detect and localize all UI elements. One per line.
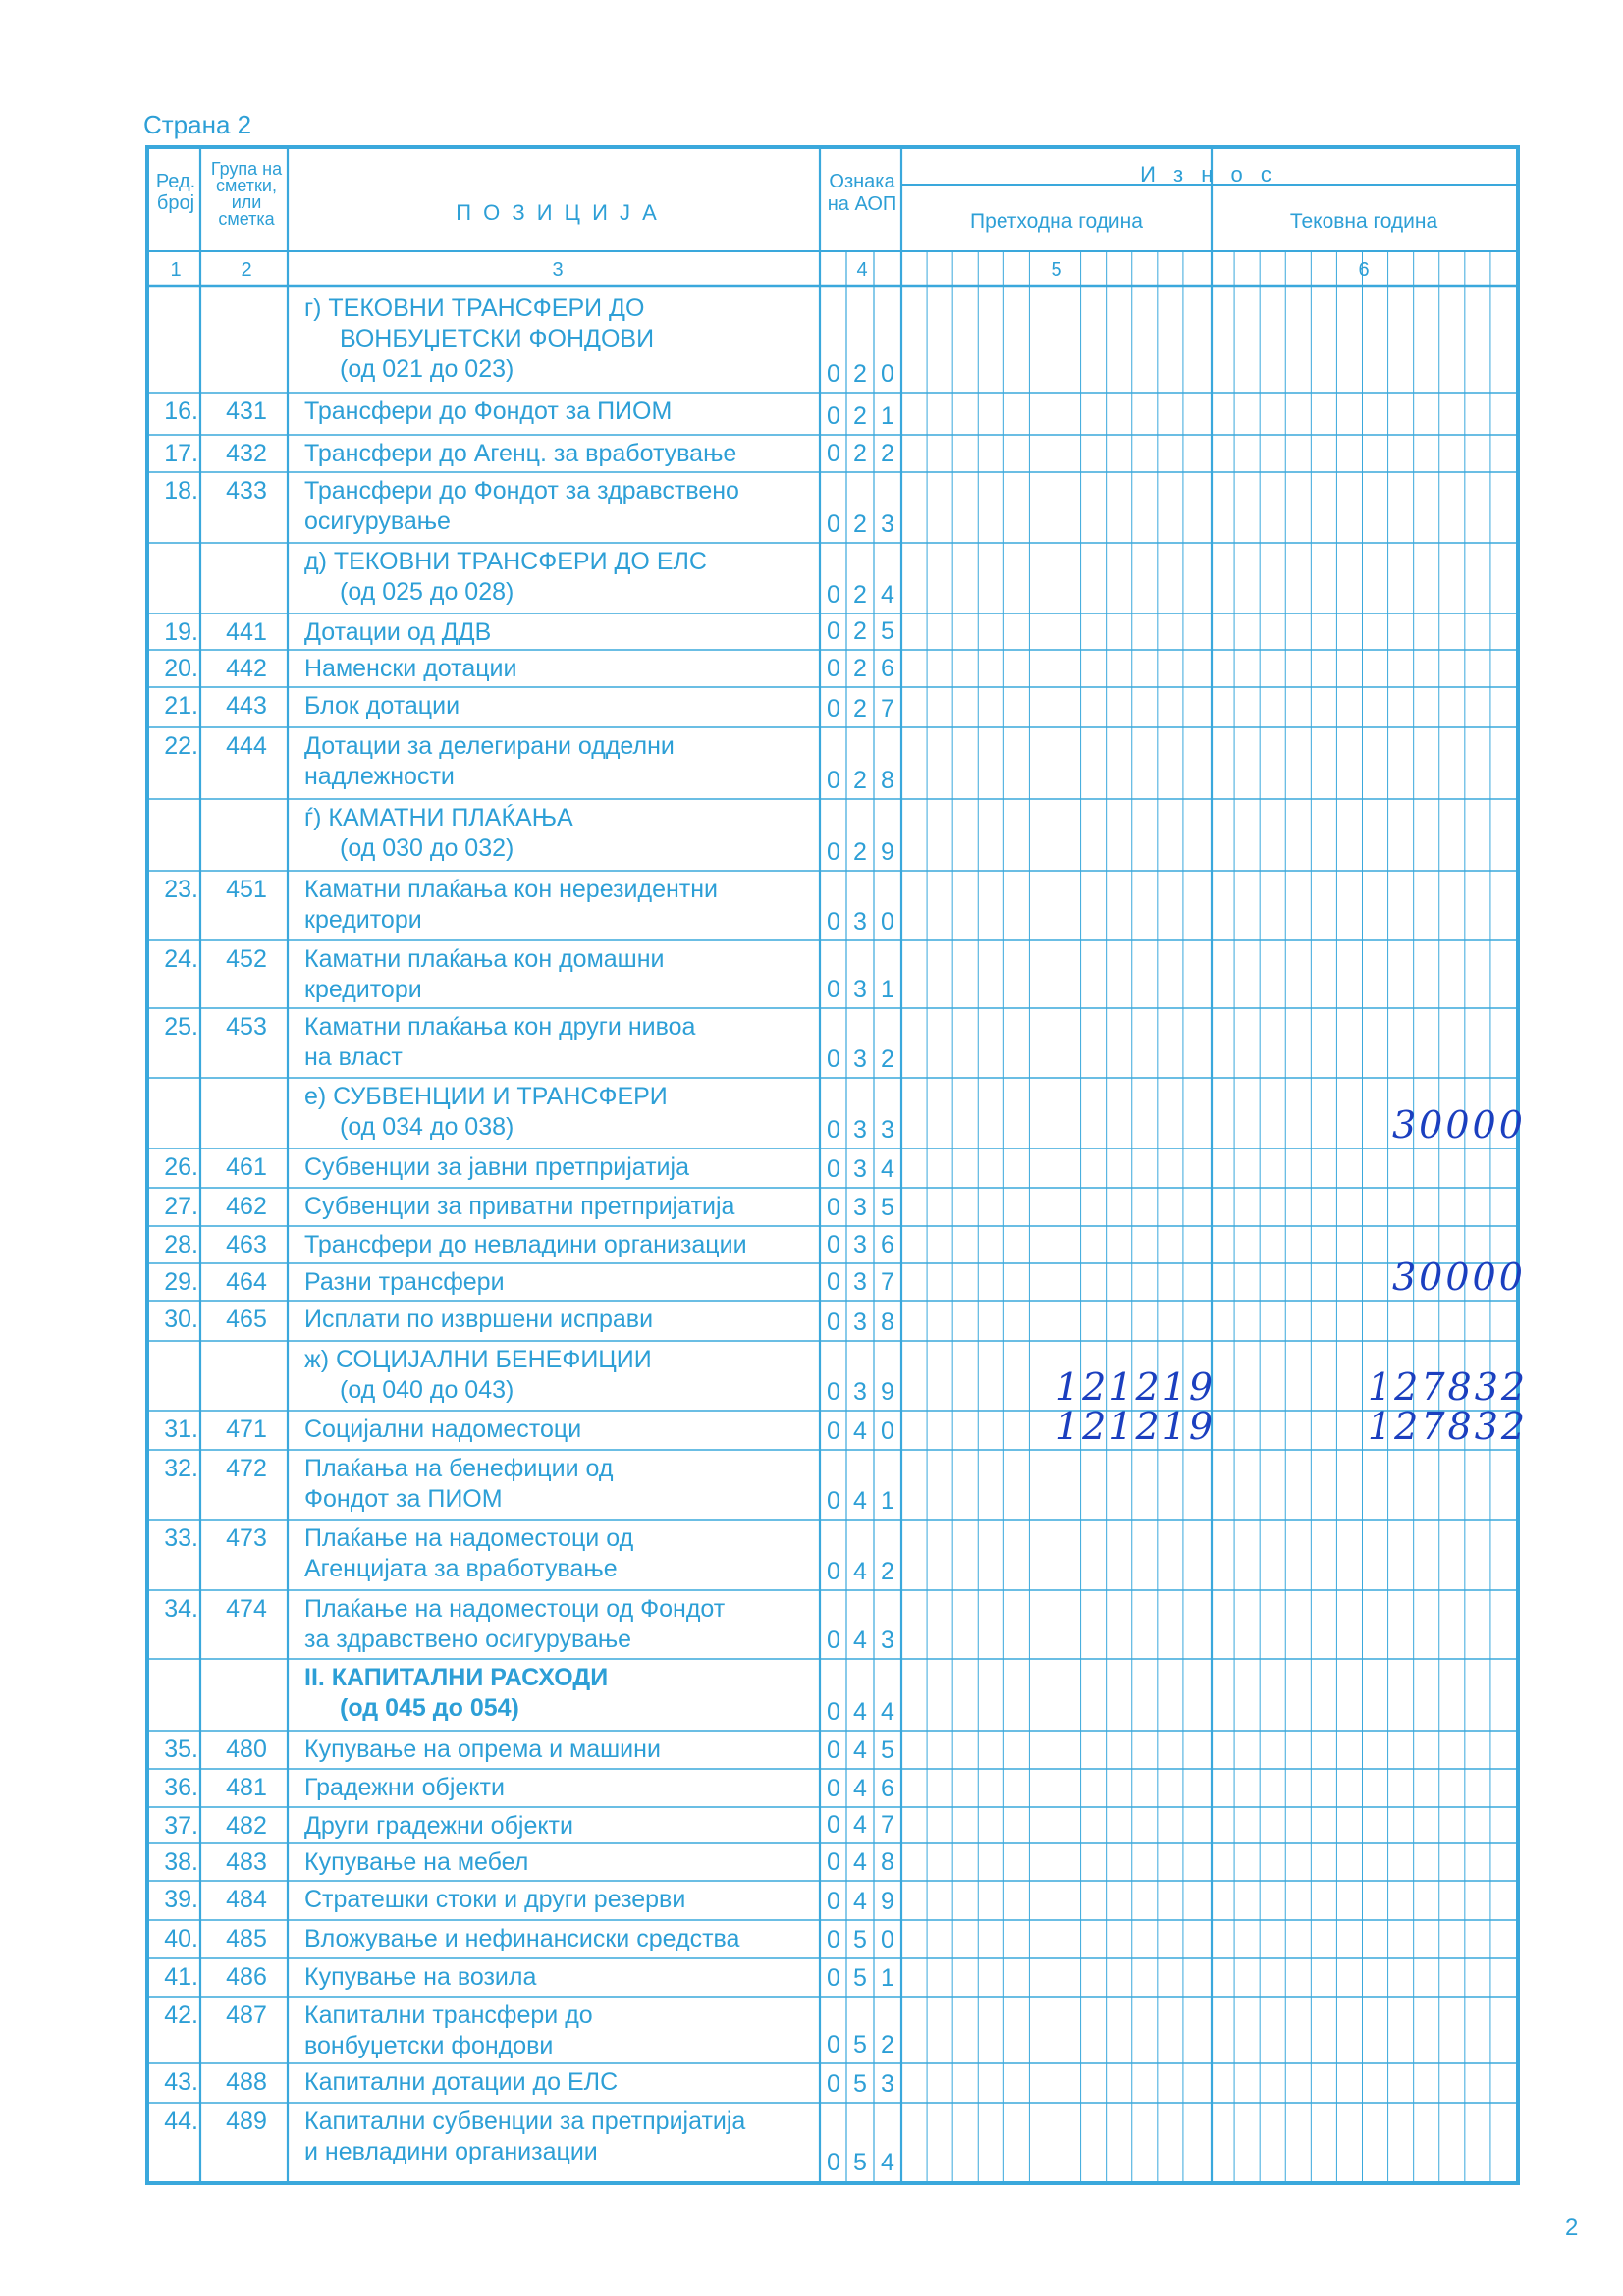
- row-label-line2: (од 040 до 043): [340, 1376, 514, 1404]
- aop-digit: 0: [827, 838, 840, 866]
- form-table: [145, 145, 1529, 2185]
- row-number: 26.: [164, 1153, 198, 1181]
- row-number: 34.: [164, 1595, 198, 1623]
- aop-digit: 3: [881, 1116, 894, 1144]
- aop-digit: 0: [827, 1308, 840, 1336]
- aop-digit: 5: [853, 1926, 867, 1953]
- aop-digit: 3: [881, 1627, 894, 1654]
- aop-digit: 1: [881, 1487, 894, 1515]
- header-red-broj: Ред. број: [155, 171, 196, 214]
- aop-digit: 2: [853, 510, 867, 538]
- aop-digit: 0: [827, 1775, 840, 1802]
- aop-digit: 4: [881, 581, 894, 609]
- row-label: Стратешки стоки и други резерви: [304, 1886, 686, 1913]
- aop-digit: 3: [853, 1155, 867, 1183]
- row-label: Капитални трансфери до: [304, 2002, 593, 2029]
- aop-digit: 2: [853, 655, 867, 682]
- aop-digit: 0: [827, 2149, 840, 2176]
- aop-digit: 4: [853, 1558, 867, 1585]
- row-number: 23.: [164, 876, 198, 903]
- aop-digit: 0: [881, 1417, 894, 1445]
- row-label: Трансфери до Агенц. за вработување: [304, 440, 737, 467]
- row-group: 473: [226, 1524, 267, 1552]
- row-number: 33.: [164, 1524, 198, 1552]
- row-group: 431: [226, 398, 267, 425]
- aop-digit: 5: [853, 1964, 867, 1992]
- row-label-line2: (од 045 до 054): [340, 1694, 519, 1722]
- aop-digit: 3: [853, 1116, 867, 1144]
- aop-digit: 0: [827, 1627, 840, 1654]
- row-group: 487: [226, 2002, 267, 2029]
- row-number: 27.: [164, 1193, 198, 1220]
- colnum-1: 1: [170, 259, 182, 281]
- row-label-line2: (од 034 до 038): [340, 1113, 514, 1141]
- aop-digit: 0: [827, 1487, 840, 1515]
- row-group: 471: [226, 1415, 267, 1443]
- row-label: Други градежни објекти: [304, 1812, 573, 1840]
- aop-digit: 2: [853, 360, 867, 388]
- row-label: Разни трансфери: [304, 1268, 505, 1296]
- row-group: 472: [226, 1455, 267, 1482]
- row-label-line2: кредитори: [304, 976, 422, 1003]
- aop-digit: 0: [827, 402, 840, 430]
- row-label-line2: вонбуџетски фондови: [304, 2032, 554, 2059]
- row-number: 31.: [164, 1415, 198, 1443]
- aop-digit: 2: [853, 617, 867, 645]
- header-prethodna-godina: Претходна година: [970, 210, 1143, 233]
- row-label: Трансфери до Фондот за ПИОМ: [304, 398, 673, 425]
- aop-digit: 5: [881, 1736, 894, 1764]
- row-number: 43.: [164, 2068, 198, 2096]
- aop-digit: 4: [853, 1698, 867, 1726]
- aop-digit: 0: [827, 617, 840, 645]
- row-group: 451: [226, 876, 267, 903]
- aop-digit: 7: [881, 1811, 894, 1839]
- row-number: 25.: [164, 1013, 198, 1041]
- aop-digit: 2: [853, 402, 867, 430]
- row-number: 44.: [164, 2108, 198, 2135]
- aop-digit: 0: [827, 1558, 840, 1585]
- row-label: Капитални субвенции за претпријатија: [304, 2108, 746, 2135]
- aop-digit: 0: [827, 655, 840, 682]
- row-group: 485: [226, 1925, 267, 1952]
- row-group: 484: [226, 1886, 267, 1913]
- row-label: Исплати по извршени исправи: [304, 1306, 654, 1333]
- aop-digit: 8: [881, 1308, 894, 1336]
- aop-digit: 6: [881, 1775, 894, 1802]
- row-number: 35.: [164, 1735, 198, 1763]
- aop-digit: 0: [827, 360, 840, 388]
- header-iznos: И з н о с: [1140, 162, 1277, 187]
- row-group: 480: [226, 1735, 267, 1763]
- row-number: 32.: [164, 1455, 198, 1482]
- aop-digit: 0: [881, 1926, 894, 1953]
- aop-digit: 0: [827, 1378, 840, 1406]
- aop-digit: 3: [853, 1268, 867, 1296]
- aop-digit: 7: [881, 695, 894, 722]
- row-label: Плаќање на надоместоци од Фондот: [304, 1595, 726, 1623]
- row-label: Дотации за делегирани одделни: [304, 732, 675, 760]
- aop-digit: 4: [853, 1487, 867, 1515]
- aop-digit: 2: [853, 695, 867, 722]
- aop-digit: 4: [881, 1698, 894, 1726]
- aop-digit: 2: [881, 2031, 894, 2058]
- row-label: Купување на опрема и машини: [304, 1735, 661, 1763]
- aop-digit: 9: [881, 1378, 894, 1406]
- aop-digit: 0: [827, 767, 840, 794]
- aop-digit: 5: [853, 2149, 867, 2176]
- row-group: 489: [226, 2108, 267, 2135]
- aop-digit: 9: [881, 838, 894, 866]
- row-number: 21.: [164, 692, 198, 720]
- row-label-line3: (од 021 до 023): [340, 355, 514, 383]
- aop-digit: 7: [881, 1268, 894, 1296]
- row-label-line2: (од 025 до 028): [340, 578, 514, 606]
- aop-digit: 0: [827, 440, 840, 467]
- row-label: ѓ) КАМАТНИ ПЛАЌАЊА: [304, 804, 573, 831]
- aop-digit: 0: [827, 1417, 840, 1445]
- aop-digit: 5: [881, 1194, 894, 1221]
- aop-digit: 3: [881, 510, 894, 538]
- aop-digit: 2: [881, 1558, 894, 1585]
- aop-digit: 6: [881, 1231, 894, 1258]
- row-number: 40.: [164, 1925, 198, 1952]
- row-number: 42.: [164, 2002, 198, 2029]
- row-number: 20.: [164, 655, 198, 682]
- aop-digit: 1: [881, 402, 894, 430]
- aop-digit: 4: [853, 1417, 867, 1445]
- aop-digit: 4: [853, 1736, 867, 1764]
- row-group: 444: [226, 732, 267, 760]
- aop-digit: 0: [827, 1888, 840, 1915]
- row-label: II. КАПИТАЛНИ РАСХОДИ: [304, 1664, 609, 1691]
- aop-digit: 3: [853, 1045, 867, 1073]
- row-group: 453: [226, 1013, 267, 1041]
- header-grupa: Група на сметки, или сметка: [210, 159, 283, 229]
- aop-digit: 0: [827, 1231, 840, 1258]
- row-label: Плаќање на надоместоци од: [304, 1524, 634, 1552]
- row-group: 464: [226, 1268, 267, 1296]
- row-group: 483: [226, 1848, 267, 1876]
- row-number: 37.: [164, 1812, 198, 1840]
- aop-digit: 8: [881, 1848, 894, 1876]
- handwritten-curr-amount: 127832: [1368, 1405, 1529, 1448]
- row-group: 481: [226, 1774, 267, 1801]
- row-group: 482: [226, 1812, 267, 1840]
- row-label: Купување на мебел: [304, 1848, 529, 1876]
- colnum-3: 3: [552, 259, 564, 281]
- aop-digit: 2: [853, 767, 867, 794]
- aop-digit: 4: [853, 1627, 867, 1654]
- row-label-line2: на власт: [304, 1043, 403, 1071]
- aop-digit: 5: [881, 617, 894, 645]
- handwritten-prev-amount: 121219: [1055, 1365, 1217, 1409]
- aop-digit: 0: [827, 1155, 840, 1183]
- aop-digit: 0: [881, 908, 894, 935]
- row-number: 38.: [164, 1848, 198, 1876]
- header-pozicija: П О З И Ц И Ј А: [456, 200, 660, 225]
- row-label-line2: кредитори: [304, 906, 422, 934]
- aop-digit: 0: [827, 1811, 840, 1839]
- aop-digit: 4: [853, 1848, 867, 1876]
- row-number: 17.: [164, 440, 198, 467]
- row-group: 452: [226, 945, 267, 973]
- row-label: Наменски дотации: [304, 655, 517, 682]
- row-label: е) СУБВЕНЦИИ И ТРАНСФЕРИ: [304, 1083, 668, 1110]
- aop-digit: 5: [853, 2070, 867, 2098]
- aop-digit: 0: [827, 2070, 840, 2098]
- row-label-line2: надлежности: [304, 763, 455, 790]
- row-number: 22.: [164, 732, 198, 760]
- row-number: 28.: [164, 1231, 198, 1258]
- aop-digit: 2: [853, 838, 867, 866]
- aop-digit: 6: [881, 655, 894, 682]
- aop-digit: 0: [827, 1964, 840, 1992]
- row-number: 41.: [164, 1963, 198, 1991]
- row-number: 30.: [164, 1306, 198, 1333]
- aop-digit: 1: [881, 1964, 894, 1992]
- row-label: Трансфери до Фондот за здравствено: [304, 477, 739, 505]
- row-group: 441: [226, 618, 267, 646]
- aop-digit: 8: [881, 767, 894, 794]
- row-label: г) ТЕКОВНИ ТРАНСФЕРИ ДО: [304, 294, 645, 322]
- aop-digit: 3: [853, 908, 867, 935]
- aop-digit: 0: [827, 1045, 840, 1073]
- row-label: Каматни плаќања кон други нивоа: [304, 1013, 696, 1041]
- row-number: 19.: [164, 618, 198, 646]
- handwritten-curr-amount: 30000: [1392, 1255, 1526, 1299]
- aop-digit: 3: [853, 1378, 867, 1406]
- row-label: д) ТЕКОВНИ ТРАНСФЕРИ ДО ЕЛС: [304, 548, 707, 575]
- row-number: 36.: [164, 1774, 198, 1801]
- row-number: 39.: [164, 1886, 198, 1913]
- aop-digit: 9: [881, 1888, 894, 1915]
- row-label: Дотации од ДДВ: [304, 618, 492, 646]
- row-group: 433: [226, 477, 267, 505]
- row-label-line2: и невладини организации: [304, 2138, 598, 2165]
- colnum-2: 2: [241, 259, 252, 281]
- row-group: 432: [226, 440, 267, 467]
- aop-digit: 0: [827, 1116, 840, 1144]
- row-label: Субвенции за приватни претпријатија: [304, 1193, 735, 1220]
- row-number: 16.: [164, 398, 198, 425]
- aop-digit: 4: [853, 1811, 867, 1839]
- row-group: 461: [226, 1153, 267, 1181]
- header-oznaka: Ознака на АОП: [827, 171, 897, 215]
- row-group: 443: [226, 692, 267, 720]
- row-group: 442: [226, 655, 267, 682]
- colnum-5: 5: [1051, 259, 1062, 281]
- row-label: Капитални дотации до ЕЛС: [304, 2068, 619, 2096]
- aop-digit: 2: [881, 440, 894, 467]
- aop-digit: 0: [881, 360, 894, 388]
- row-group: 465: [226, 1306, 267, 1333]
- page-label: Страна 2: [143, 110, 252, 139]
- row-label: Вложување и нефинансиски средства: [304, 1925, 740, 1952]
- aop-digit: 4: [881, 2149, 894, 2176]
- row-label: Купување на возила: [304, 1963, 537, 1991]
- aop-digit: 2: [853, 440, 867, 467]
- aop-digit: 4: [853, 1775, 867, 1802]
- row-label-line2: Агенцијата за вработување: [304, 1555, 618, 1582]
- row-label-line2: (од 030 до 032): [340, 834, 514, 862]
- aop-digit: 2: [853, 581, 867, 609]
- row-label: Каматни плаќања кон нерезидентни: [304, 876, 718, 903]
- aop-digit: 0: [827, 908, 840, 935]
- aop-digit: 2: [881, 1045, 894, 1073]
- row-label: Плаќања на бенефиции од: [304, 1455, 614, 1482]
- aop-digit: 0: [827, 1194, 840, 1221]
- colnum-4: 4: [856, 259, 868, 281]
- row-label: ж) СОЦИЈАЛНИ БЕНЕФИЦИИ: [304, 1346, 652, 1373]
- row-group: 486: [226, 1963, 267, 1991]
- handwritten-curr-amount: 127832: [1368, 1365, 1529, 1409]
- row-label: Социјални надоместоци: [304, 1415, 582, 1443]
- row-group: 462: [226, 1193, 267, 1220]
- aop-digit: 0: [827, 976, 840, 1003]
- aop-digit: 0: [827, 2031, 840, 2058]
- row-number: 29.: [164, 1268, 198, 1296]
- aop-digit: 3: [853, 1308, 867, 1336]
- aop-digit: 4: [881, 1155, 894, 1183]
- colnum-6: 6: [1358, 259, 1370, 281]
- row-number: 18.: [164, 477, 198, 505]
- row-label: Субвенции за јавни претпријатија: [304, 1153, 689, 1181]
- handwritten-prev-amount: 121219: [1055, 1405, 1217, 1448]
- row-label: Градежни објекти: [304, 1774, 505, 1801]
- aop-digit: 0: [827, 1848, 840, 1876]
- row-group: 474: [226, 1595, 267, 1623]
- aop-digit: 0: [827, 1926, 840, 1953]
- row-label-line2: ВОНБУЏЕТСКИ ФОНДОВИ: [340, 325, 655, 352]
- aop-digit: 0: [827, 581, 840, 609]
- row-label: Трансфери до невладини организации: [304, 1231, 747, 1258]
- aop-digit: 4: [853, 1888, 867, 1915]
- row-label: Каматни плаќања кон домашни: [304, 945, 665, 973]
- row-group: 463: [226, 1231, 267, 1258]
- aop-digit: 3: [881, 2070, 894, 2098]
- row-label-line2: за здравствено осигурување: [304, 1626, 632, 1653]
- row-number: 24.: [164, 945, 198, 973]
- header-tekovna-godina: Тековна година: [1289, 210, 1438, 233]
- aop-digit: 5: [853, 2031, 867, 2058]
- aop-digit: 0: [827, 1268, 840, 1296]
- row-group: 488: [226, 2068, 267, 2096]
- row-label: Блок дотации: [304, 692, 460, 720]
- aop-digit: 0: [827, 1698, 840, 1726]
- aop-digit: 0: [827, 510, 840, 538]
- aop-digit: 3: [853, 976, 867, 1003]
- aop-digit: 3: [853, 1194, 867, 1221]
- row-label-line2: Фондот за ПИОМ: [304, 1485, 503, 1513]
- aop-digit: 0: [827, 695, 840, 722]
- handwritten-curr-amount: 30000: [1392, 1103, 1526, 1147]
- aop-digit: 0: [827, 1736, 840, 1764]
- aop-digit: 1: [881, 976, 894, 1003]
- row-label-line2: осигурување: [304, 507, 451, 535]
- page-number: 2: [1565, 2215, 1579, 2241]
- aop-digit: 3: [853, 1231, 867, 1258]
